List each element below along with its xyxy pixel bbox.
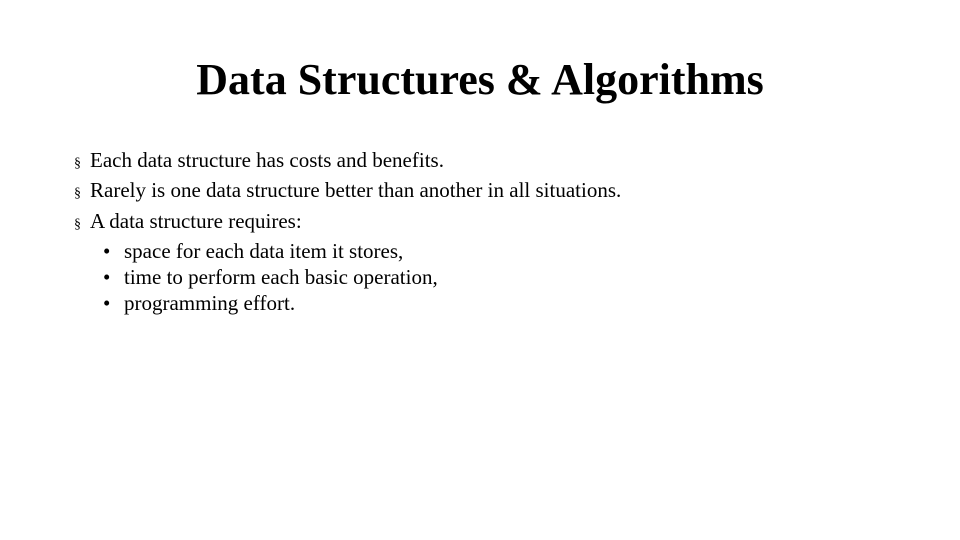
section-bullet-icon: § <box>74 186 81 202</box>
sub-bullet-text: programming effort. <box>124 291 296 316</box>
sub-bullet-text: space for each data item it stores, <box>124 238 404 263</box>
sub-bullet-item <box>74 290 934 316</box>
bullet-text: Rarely is one data structure better than another in all situations. <box>90 178 622 203</box>
sub-bullet-item <box>74 264 934 290</box>
slide-title: Data Structures & Algorithms <box>196 55 764 104</box>
sub-bullet-text: time to perform each basic operation, <box>124 265 438 290</box>
bullet-text: A data structure requires: <box>90 208 302 233</box>
sub-bullet-item <box>74 238 934 264</box>
bullet-item <box>74 177 934 207</box>
bullet-item <box>74 208 934 238</box>
section-bullet-icon: § <box>74 156 81 171</box>
bullet-list <box>74 147 934 317</box>
bullet-text: Each data structure has costs and benefits. <box>90 148 444 172</box>
dot-bullet-icon: • <box>103 238 111 263</box>
bullet-item <box>74 147 934 177</box>
section-bullet-icon: § <box>74 216 81 232</box>
dot-bullet-icon: • <box>103 291 111 316</box>
dot-bullet-icon: • <box>103 265 111 290</box>
